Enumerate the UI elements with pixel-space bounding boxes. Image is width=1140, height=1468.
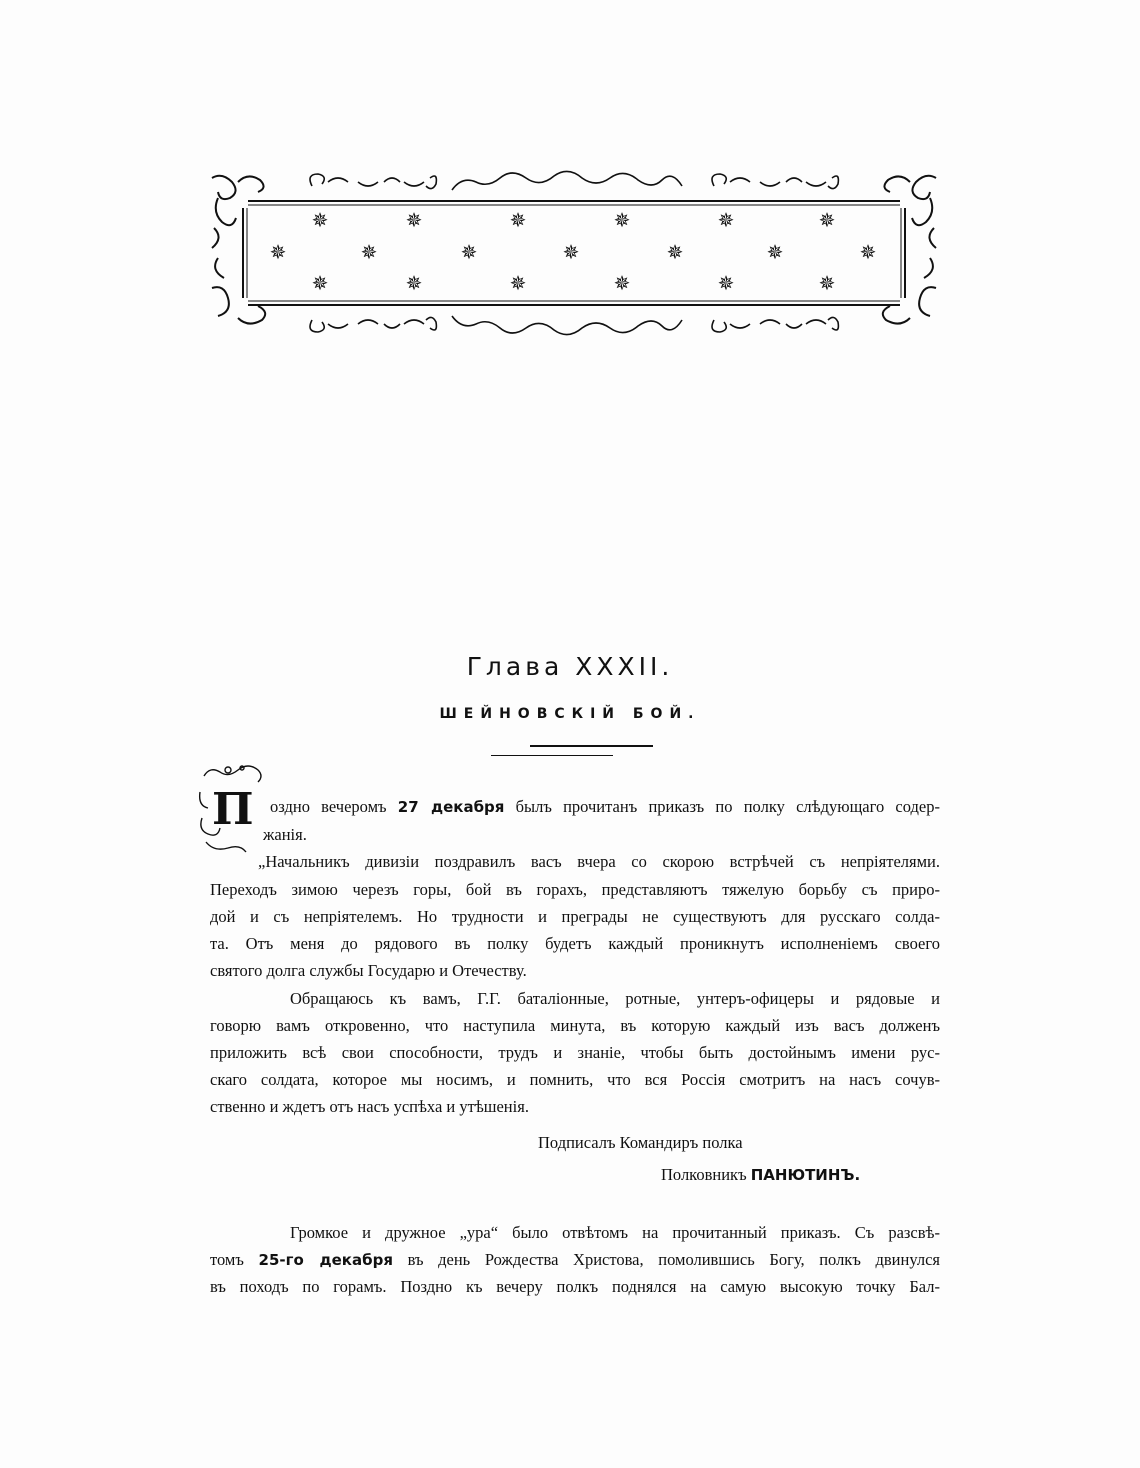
body-line-12: ственно и ждетъ отъ насъ успѣха и утѣшенія.: [210, 1097, 529, 1116]
drop-cap: [198, 762, 270, 858]
svg-text:✵: ✵: [818, 208, 836, 232]
after-line-2: томъ 25-го декабря въ день Рождества Христова, помолившись Богу, полкъ двинулся: [210, 1250, 940, 1269]
body-line-6: та. Отъ меня до рядового въ полку будетъ каждый проникнутъ исполненіемъ своего: [210, 934, 940, 953]
svg-text:✵: ✵: [269, 240, 287, 264]
svg-text:✵: ✵: [562, 240, 580, 264]
body-line-3: „Начальникъ дивизіи поздравилъ васъ вчера со скорою встрѣчей съ непріятелями.: [258, 852, 940, 871]
svg-text:✵: ✵: [717, 208, 735, 232]
svg-text:✵: ✵: [360, 240, 378, 264]
svg-text:✵: ✵: [666, 240, 684, 264]
after-line-1: Громкое и дружное „ура“ было отвѣтомъ на прочитанный приказъ. Съ разсвѣ-: [290, 1223, 940, 1242]
chapter-subtitle: ШЕЙНОВСКІЙ БОЙ.: [439, 706, 701, 722]
body-line-4: Переходъ зимою черезъ горы, бой въ горахъ, представляютъ тяжелую борьбу съ приро-: [210, 880, 940, 899]
chapter-title: Глава XXXII.: [466, 652, 674, 681]
body-line-10: приложить всѣ свои способности, трудъ и знаніе, чтобы быть достойнымъ имени рус-: [210, 1043, 940, 1062]
after-line-3: въ походъ по горамъ. Поздно къ вечеру полкъ поднялся на самую высокую точку Бал-: [210, 1277, 940, 1296]
svg-text:✵: ✵: [717, 271, 735, 295]
svg-text:✵: ✵: [405, 271, 423, 295]
ornamental-header: [208, 168, 940, 338]
body-line-7: святого долга службы Государю и Отечеству.: [210, 961, 527, 980]
body-line-2: жанія.: [263, 825, 307, 844]
svg-text:✵: ✵: [613, 271, 631, 295]
svg-text:✵: ✵: [311, 208, 329, 232]
divider-rule-secondary: [491, 755, 613, 756]
body-line-1: оздно вечеромъ 27 декабря былъ прочитанъ приказъ по полку слѣдующаго содер-: [270, 797, 940, 816]
signature-line-2: Полковникъ ПАНЮТИНЪ.: [661, 1165, 861, 1184]
svg-text:✵: ✵: [509, 271, 527, 295]
svg-text:✵: ✵: [613, 208, 631, 232]
svg-text:✵: ✵: [509, 208, 527, 232]
svg-text:✵: ✵: [311, 271, 329, 295]
svg-text:✵: ✵: [405, 208, 423, 232]
body-line-5: дой и съ непріятелемъ. Но трудности и преграды не существуютъ для русскаго солда-: [210, 907, 940, 926]
body-line-11: скаго солдата, которое мы носимъ, и помнить, что вся Россія смотритъ на насъ сочув-: [210, 1070, 940, 1089]
signature-line-1: Подписалъ Командиръ полка: [538, 1133, 743, 1152]
body-line-8: Обращаюсь къ вамъ, Г.Г. баталіонные, ротные, унтеръ-офицеры и рядовые и: [290, 989, 940, 1008]
svg-text:✵: ✵: [859, 240, 877, 264]
drop-cap-ornament-icon: [198, 762, 270, 858]
body-line-9: говорю вамъ откровенно, что наступила минута, въ которую каждый изъ васъ долженъ: [210, 1016, 940, 1035]
svg-text:П: П: [212, 784, 254, 835]
svg-text:✵: ✵: [818, 271, 836, 295]
svg-text:✵: ✵: [766, 240, 784, 264]
svg-text:✵: ✵: [460, 240, 478, 264]
divider-rule: [530, 745, 653, 747]
